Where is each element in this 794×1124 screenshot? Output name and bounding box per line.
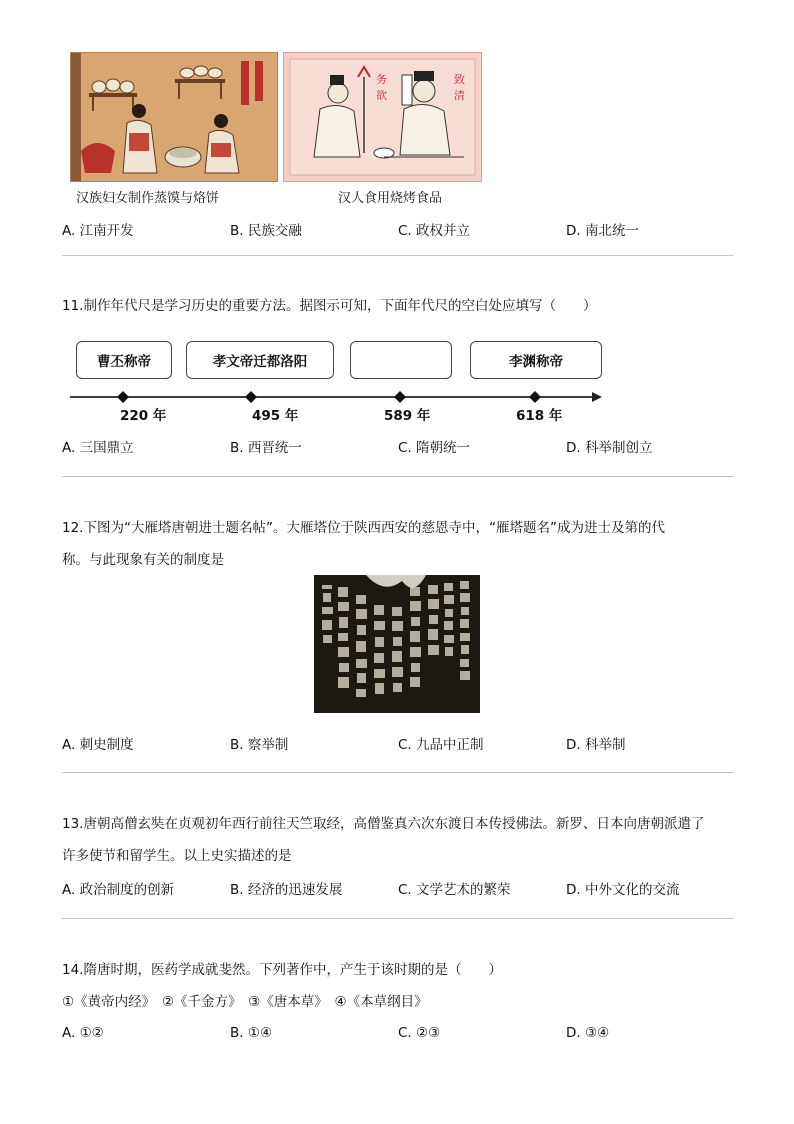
- q10-option-b[interactable]: B. 民族交融: [230, 223, 302, 239]
- q12-option-a[interactable]: A. 刺史制度: [62, 737, 134, 753]
- q13-stem-line2: 许多使节和留学生。以上史实描述的是: [62, 848, 292, 864]
- q14-option-a[interactable]: A. ①②: [62, 1025, 104, 1041]
- caption-left: 汉族妇女制作蒸馍与烙饼: [76, 191, 220, 206]
- divider: [62, 772, 734, 773]
- timeline-box-1: 曹丕称帝: [76, 341, 172, 379]
- q11-stem: 11.制作年代尺是学习历史的重要方法。据图示可知，下面年代尺的空白处应填写（ ）: [62, 298, 597, 314]
- q14-option-b[interactable]: B. ①④: [230, 1025, 273, 1041]
- timeline-year-1: 220 年: [120, 408, 167, 424]
- svg-text:致: 致: [454, 73, 465, 86]
- q14-items: ①《黄帝内经》 ②《千金方》 ③《唐本草》 ④《本草纲目》: [62, 994, 428, 1010]
- divider: [62, 255, 734, 256]
- rubbing-dayanta-inscription: [314, 575, 480, 713]
- q11-option-a[interactable]: A. 三国鼎立: [62, 440, 134, 456]
- timeline-year-4: 618 年: [516, 408, 563, 424]
- q12-stem-line1: 12.下图为“大雁塔唐朝进士题名帖”。大雁塔位于陕西西安的慈恩寺中，“雁塔题名”成为进士及第的代: [62, 520, 665, 536]
- svg-text:清: 清: [454, 89, 465, 102]
- q13-option-b[interactable]: B. 经济的迅速发展: [230, 882, 343, 898]
- q10-option-a[interactable]: A. 江南开发: [62, 223, 134, 239]
- q12-stem-line2: 称。与此现象有关的制度是: [62, 552, 224, 568]
- q11-option-c[interactable]: C. 隋朝统一: [398, 440, 471, 456]
- painting-han-women-cooking: [70, 52, 278, 182]
- q14-option-c[interactable]: C. ②③: [398, 1025, 441, 1041]
- timeline-year-2: 495 年: [252, 408, 299, 424]
- q12-option-c[interactable]: C. 九品中正制: [398, 737, 484, 753]
- divider: [62, 918, 734, 919]
- q10-option-d[interactable]: D. 南北统一: [566, 223, 639, 239]
- q12-option-b[interactable]: B. 察举制: [230, 737, 289, 753]
- q12-option-d[interactable]: D. 科举制: [566, 737, 626, 753]
- q13-stem-line1: 13.唐朝高僧玄奘在贞观初年西行前往天竺取经，高僧鉴真六次东渡日本传授佛法。新罗、日本向唐朝派遣了: [62, 816, 705, 832]
- divider: [62, 476, 734, 477]
- q11-option-b[interactable]: B. 西晋统一: [230, 440, 302, 456]
- svg-text:欲: 欲: [376, 89, 387, 102]
- q11-option-d[interactable]: D. 科举制创立: [566, 440, 653, 456]
- q13-option-d[interactable]: D. 中外文化的交流: [566, 882, 680, 898]
- svg-text:务: 务: [376, 73, 387, 86]
- timeline-box-4: 李渊称帝: [470, 341, 602, 379]
- q13-option-c[interactable]: C. 文学艺术的繁荣: [398, 882, 511, 898]
- timeline-year-3: 589 年: [384, 408, 431, 424]
- timeline-box-blank: [350, 341, 452, 379]
- q14-option-d[interactable]: D. ③④: [566, 1025, 610, 1041]
- caption-right: 汉人食用烧烤食品: [338, 191, 443, 206]
- q14-stem: 14.隋唐时期，医药学成就斐然。下列著作中，产生于该时期的是（ ）: [62, 962, 502, 978]
- painting-han-eating-roasted-food: [283, 52, 482, 182]
- q13-option-a[interactable]: A. 政治制度的创新: [62, 882, 175, 898]
- q10-option-c[interactable]: C. 政权并立: [398, 223, 471, 239]
- timeline-box-2: 孝文帝迁都洛阳: [186, 341, 334, 379]
